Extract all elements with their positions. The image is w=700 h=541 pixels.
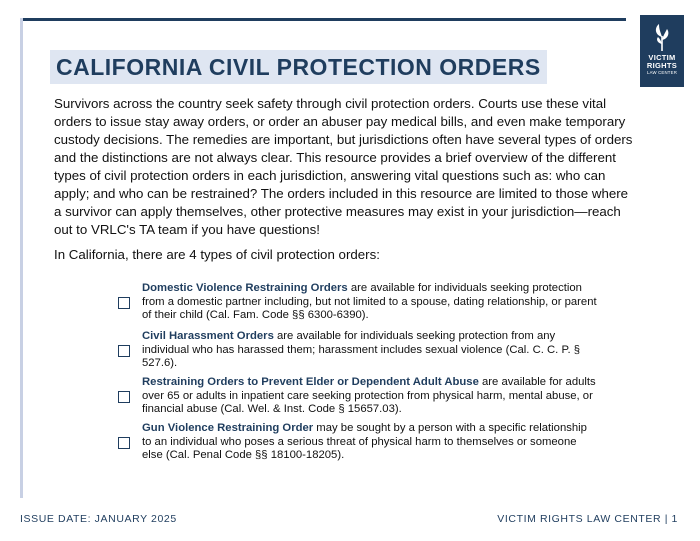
order-text [142, 376, 597, 417]
order-text [142, 330, 597, 371]
order-name: Gun Violence Restraining Order [142, 422, 314, 434]
logo-text-rights: RIGHTS [646, 61, 678, 70]
order-name: Domestic Violence Restraining Orders [142, 282, 348, 294]
checkbox[interactable] [118, 437, 130, 449]
order-description: are available for individuals seeking protection from a domestic partner including, but not limited to a spouse, dating relationship, or parent of their child (Cal. Fam. Code §§ 6300-6390). [142, 282, 597, 322]
title-highlight [50, 50, 547, 84]
page-title: CALIFORNIA CIVIL PROTECTION ORDERS [56, 53, 541, 80]
order-name: Restraining Orders to Prevent Elder or Dependent Adult Abuse [142, 376, 479, 388]
order-description: may be sought by a person with a specific relationship to an individual who poses a serious threat of physical harm to themselves or someone else (Cal. Penal Code §§ 18100-18205). [142, 422, 587, 462]
checkbox[interactable] [118, 345, 130, 357]
leaf-icon [651, 22, 673, 52]
order-text [142, 422, 597, 463]
order-description: are available for adults over 65 or adults in inpatient care seeking protection from physical harm, mental abuse, or financial abuse (Cal. Wel. & Inst. Code § 15657.03). [142, 376, 596, 416]
vrlc-logo [640, 15, 684, 87]
order-description: are available for individuals seeking protection from any individual who has harassed them; harassment includes sexual violence (Cal. C. C. P. § 527.6). [142, 330, 581, 370]
intro-paragraph: Survivors across the country seek safety through civil protection orders. Courts use these vital orders to issue stay away orders, or order an abuser pay medical bills, and even make temporary custody decisions. The remedies are important, but jurisdictions often have several types of orders and the distinctions are not always clear. This resource provides a brief overview of the different types of civil protection orders in each jurisdiction, answering vital questions such as: who can apply; and who can be restrained? The orders included in this resource are limited to those where a survivor can apply themselves, other protective measures may exist in your jurisdiction—reach out to VRLC's TA team if you have questions! [54, 96, 633, 237]
page-footer: VICTIM RIGHTS LAW CENTER | 1 [497, 513, 678, 525]
left-rule [20, 18, 23, 498]
top-rule [20, 18, 626, 21]
lead-sentence: In California, there are 4 types of civil protection orders: [54, 247, 380, 262]
checkbox[interactable] [118, 297, 130, 309]
issue-date: ISSUE DATE: JANUARY 2025 [20, 513, 177, 525]
order-name: Civil Harassment Orders [142, 330, 274, 342]
logo-text-law-center: LAW CENTER [646, 70, 677, 75]
checkbox[interactable] [118, 391, 130, 403]
order-text [142, 282, 597, 323]
logo-text-victim: VICTIM [648, 53, 676, 62]
